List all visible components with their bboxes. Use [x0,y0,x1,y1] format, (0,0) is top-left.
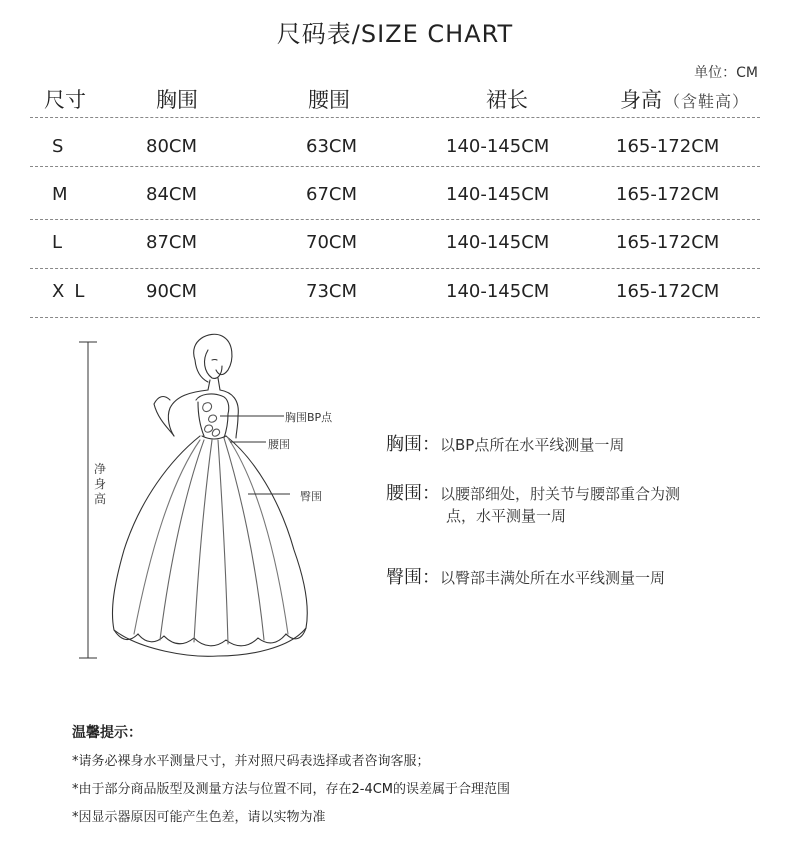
table-row [30,232,760,276]
waist-description [386,479,681,525]
height-label: 净身高 [93,462,106,506]
cell-waist: 67CM [306,184,358,205]
table-row [30,281,760,325]
cell-bust: 90CM [146,281,198,302]
header-waist: 腰围 [308,88,350,112]
bust-point-label: 胸围BP点 [285,411,333,424]
hip-key: 臀围： [386,567,440,588]
page-title: 尺码表/SIZE CHART [276,20,514,48]
tips-title: 温馨提示： [72,725,142,741]
tip-item: *因显示器原因可能产生色差，请以实物为准 [72,810,326,825]
waist-text-1: 以腰部细处，肘关节与腰部重合为测 [440,485,681,503]
header-height [620,84,749,114]
callout-lines [200,400,290,510]
hip-text: 以臀部丰满处所在水平线测量一周 [440,569,666,587]
divider [30,317,760,318]
cell-size: L [52,232,73,253]
divider [30,219,760,220]
table-header [30,84,760,114]
hip-label: 臀围 [300,490,322,503]
cell-height: 165-172CM [616,136,720,157]
header-height-label: 身高 [620,88,662,112]
hip-description [386,563,665,589]
cell-size: S [52,136,74,157]
cell-length: 140-145CM [446,184,550,205]
cell-waist: 63CM [306,136,358,157]
unit-label: 单位：CM [694,65,758,81]
cell-bust: 80CM [146,136,198,157]
header-height-note: （含鞋高） [664,92,750,111]
header-size: 尺寸 [44,88,86,112]
table-row [30,136,760,180]
cell-length: 140-145CM [446,281,550,302]
cell-height: 165-172CM [616,184,720,205]
bust-text: 以BP点所在水平线测量一周 [440,436,625,454]
cell-waist: 70CM [306,232,358,253]
cell-length: 140-145CM [446,232,550,253]
bust-description [386,430,624,456]
cell-length: 140-145CM [446,136,550,157]
bust-key: 胸围： [386,434,440,455]
cell-height: 165-172CM [616,281,720,302]
divider [30,268,760,269]
table-row [30,184,760,228]
cell-waist: 73CM [306,281,358,302]
cell-size: M [52,184,78,205]
waist-key: 腰围： [386,483,440,504]
divider [30,117,760,118]
cell-height: 165-172CM [616,232,720,253]
waist-label: 腰围 [268,438,290,451]
tips-section [72,722,510,834]
cell-size: XL [52,281,95,302]
tip-item: *请务必裸身水平测量尺寸，并对照尺码表选择或者咨询客服； [72,754,430,769]
cell-bust: 84CM [146,184,198,205]
waist-text-2: 点，水平测量一周 [446,507,567,525]
divider [30,166,760,167]
header-length: 裙长 [486,88,528,112]
cell-bust: 87CM [146,232,198,253]
tip-item: *由于部分商品版型及测量方法与位置不同，存在2-4CM的误差属于合理范围 [72,782,511,797]
header-bust: 胸围 [156,88,198,112]
